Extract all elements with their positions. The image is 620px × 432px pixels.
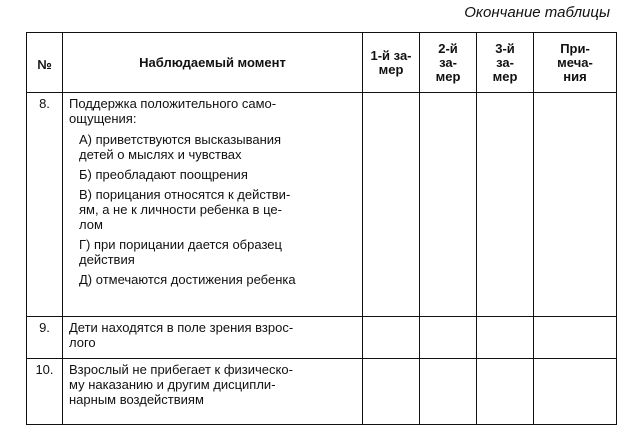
sub-item-e: Д) отмечаются достижения ребенка: [79, 272, 296, 287]
row-number: 9.: [27, 317, 63, 359]
sub-item-a: А) приветствуются высказывания детей о мыслях и чувствах: [79, 132, 282, 162]
header-moment: Наблюдаемый момент: [63, 33, 363, 93]
measure-1-cell[interactable]: [363, 359, 420, 425]
notes-cell[interactable]: [534, 317, 617, 359]
table-caption: Окончание таблицы: [464, 4, 610, 21]
measure-3-cell[interactable]: [477, 359, 534, 425]
row-number: 10.: [27, 359, 63, 425]
measure-2-cell[interactable]: [420, 93, 477, 317]
row-moment: [63, 93, 363, 317]
header-measure-3: 3-й за- мер: [477, 33, 534, 93]
sub-item-c: В) порицания относятся к действи- ям, а не к личности ребенка в це- лом: [79, 187, 291, 232]
measure-1-cell[interactable]: [363, 317, 420, 359]
table-row: [27, 317, 617, 359]
sub-item-d: Г) при порицании дается образец действия: [79, 237, 282, 267]
header-measure-1: 1-й за- мер: [363, 33, 420, 93]
table-row: [27, 93, 617, 317]
header-measure-2: 2-й за- мер: [420, 33, 477, 93]
notes-cell[interactable]: [534, 359, 617, 425]
table-row: [27, 359, 617, 425]
row-moment: Дети находятся в поле зрения взрос- лого: [63, 317, 363, 359]
sub-item-b: Б) преобладают поощрения: [79, 167, 248, 182]
notes-cell[interactable]: [534, 93, 617, 317]
observation-table: [26, 32, 617, 425]
row-moment: Взрослый не прибегает к физическо- му наказанию и другим дисципли- нарным воздействиям: [63, 359, 363, 425]
header-row: [27, 33, 617, 93]
header-number: №: [27, 33, 63, 93]
measure-2-cell[interactable]: [420, 359, 477, 425]
row-main-text: Поддержка положительного само- ощущения:: [69, 96, 277, 126]
measure-3-cell[interactable]: [477, 93, 534, 317]
measure-2-cell[interactable]: [420, 317, 477, 359]
measure-3-cell[interactable]: [477, 317, 534, 359]
measure-1-cell[interactable]: [363, 93, 420, 317]
header-notes: При- меча- ния: [534, 33, 617, 93]
row-number: 8.: [27, 93, 63, 317]
